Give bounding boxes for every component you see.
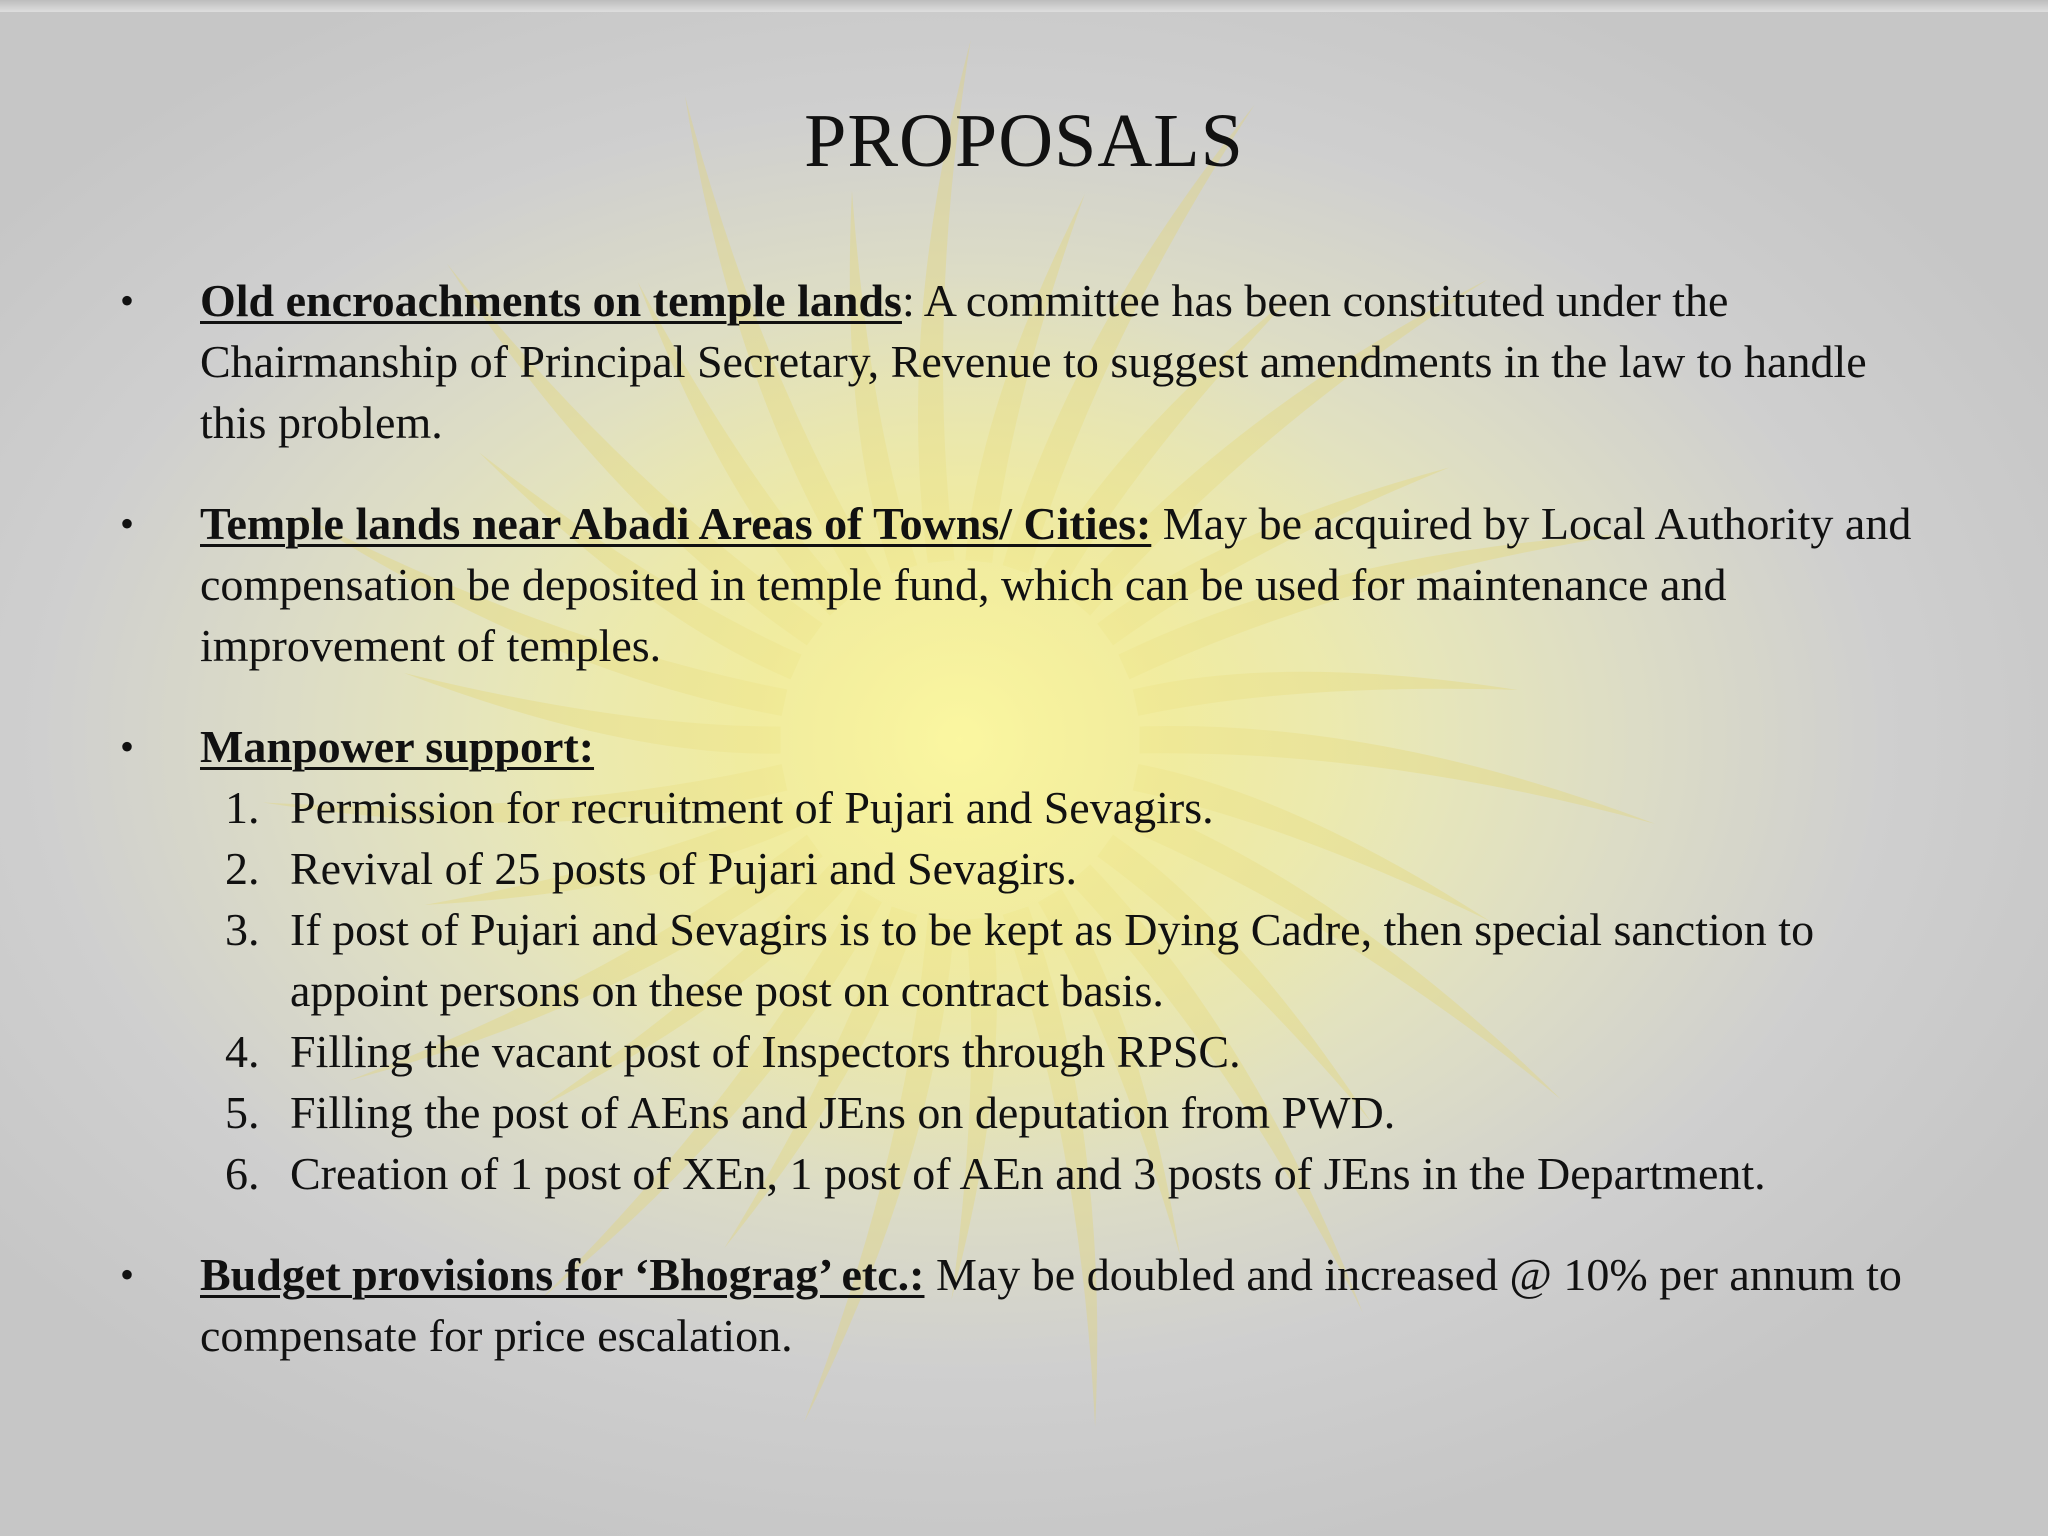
list-item	[200, 899, 1920, 1021]
bullet-heading: Manpower support:	[200, 721, 595, 772]
list-number: 2.	[225, 843, 260, 894]
bullet-heading: Temple lands near Abadi Areas of Towns/ Cities:	[200, 498, 1152, 549]
list-item	[200, 1021, 1920, 1082]
list-text: Revival of 25 posts of Pujari and Sevagirs.	[290, 843, 1078, 894]
bullet-dot: •	[120, 278, 135, 323]
list-item	[200, 777, 1920, 838]
bullet-temple-lands-abadi	[120, 493, 1920, 676]
list-text: Creation of 1 post of XEn, 1 post of AEn and 3 posts of JEns in the Department.	[290, 1148, 1766, 1199]
list-number: 3.	[225, 904, 260, 955]
list-text: Permission for recruitment of Pujari and Sevagirs.	[290, 782, 1214, 833]
bullet-dot: •	[120, 724, 135, 769]
list-text: If post of Pujari and Sevagirs is to be kept as Dying Cadre, then special sanction to appoint persons on these post on contract basis.	[290, 904, 1815, 1016]
list-item	[200, 1143, 1920, 1204]
bullet-text: May be doubled and increased @ 10% per annum to compensate for price escalation.	[200, 1249, 1902, 1361]
list-item	[200, 1082, 1920, 1143]
bullet-budget-provisions	[120, 1244, 1920, 1366]
list-number: 6.	[225, 1148, 260, 1199]
list-item	[200, 838, 1920, 899]
list-number: 4.	[225, 1026, 260, 1077]
list-text: Filling the vacant post of Inspectors through RPSC.	[290, 1026, 1241, 1077]
bullet-manpower-support	[120, 716, 1920, 1204]
bullet-dot: •	[120, 1252, 135, 1297]
list-text: Filling the post of AEns and JEns on deputation from PWD.	[290, 1087, 1396, 1138]
bullet-list	[120, 270, 1920, 1366]
page-title: PROPOSALS	[804, 99, 1244, 183]
bullet-text: : A committee has been constituted under the Chairmanship of Principal Secretary, Revenue to suggest amendments in the law to handle this problem.	[200, 275, 1867, 448]
manpower-sublist	[200, 777, 1920, 1204]
list-number: 1.	[225, 782, 260, 833]
bullet-heading: Budget provisions for ‘Bhograg’ etc.:	[200, 1249, 925, 1300]
bullet-text: May be acquired by Local Authority and compensation be deposited in temple fund, which can be used for maintenance and improvement of temples.	[200, 498, 1912, 671]
bullet-heading: Old encroachments on temple lands	[200, 275, 902, 326]
list-number: 5.	[225, 1087, 260, 1138]
bullet-old-encroachments	[120, 270, 1920, 453]
bullet-dot: •	[120, 501, 135, 546]
